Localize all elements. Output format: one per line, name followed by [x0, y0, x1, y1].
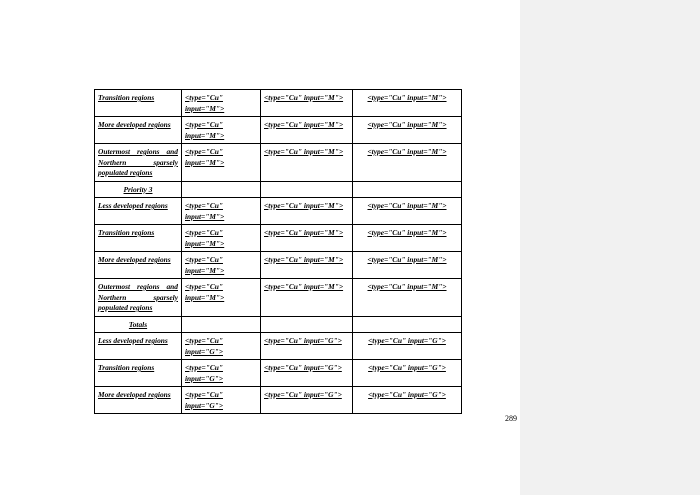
empty-cell [182, 181, 261, 198]
table-row [95, 252, 462, 279]
section-row [95, 181, 462, 198]
value-cell: <type="Cu" input="M"> [182, 252, 261, 279]
value-cell: <type="Cu" input="M"> [182, 225, 261, 252]
value-cell: <type="Cu" input="M"> [261, 279, 353, 317]
region-label: More developed regions [95, 252, 182, 279]
value-cell: <type="Cu" input="M"> [353, 252, 462, 279]
value-cell: <type="Cu" input="M"> [353, 90, 462, 117]
value-cell: <type="Cu" input="M"> [182, 198, 261, 225]
value-cell: <type="Cu" input="G"> [261, 387, 353, 414]
empty-cell [261, 181, 353, 198]
value-cell: <type="Cu" input="G"> [261, 360, 353, 387]
region-label: Transition regions [95, 225, 182, 252]
table-row [95, 198, 462, 225]
region-label: More developed regions [95, 117, 182, 144]
value-cell: <type="Cu" input="M"> [261, 90, 353, 117]
value-cell: <type="Cu" input="M"> [353, 144, 462, 182]
comment-pane [520, 0, 700, 495]
empty-cell [353, 316, 462, 333]
table-row [95, 333, 462, 360]
value-cell: <type="Cu" input="G"> [261, 333, 353, 360]
value-cell: <type="Cu" input="G"> [353, 387, 462, 414]
empty-cell [353, 181, 462, 198]
region-label: Outermost regions and Northern sparsely populated regions [95, 144, 182, 182]
value-cell: <type="Cu" input="M"> [353, 117, 462, 144]
value-cell: <type="Cu" input="G"> [353, 333, 462, 360]
region-label: Transition regions [95, 360, 182, 387]
table-row [95, 90, 462, 117]
region-label: Transition regions [95, 90, 182, 117]
table-row [95, 360, 462, 387]
region-label: Less developed regions [95, 333, 182, 360]
allocation-table [94, 89, 462, 414]
empty-cell [261, 316, 353, 333]
value-cell: <type="Cu" input="G"> [182, 387, 261, 414]
value-cell: <type="Cu" input="M"> [261, 144, 353, 182]
value-cell: <type="Cu" input="M"> [353, 225, 462, 252]
section-heading: Totals [95, 316, 182, 333]
table-row [95, 279, 462, 317]
value-cell: <type="Cu" input="M"> [182, 90, 261, 117]
value-cell: <type="Cu" input="M"> [353, 198, 462, 225]
value-cell: <type="Cu" input="M"> [261, 252, 353, 279]
value-cell: <type="Cu" input="M"> [261, 117, 353, 144]
value-cell: <type="Cu" input="M"> [182, 279, 261, 317]
section-heading: Priority 3 [95, 181, 182, 198]
table-row [95, 117, 462, 144]
region-label: Less developed regions [95, 198, 182, 225]
value-cell: <type="Cu" input="M"> [261, 225, 353, 252]
region-label: Outermost regions and Northern sparsely populated regions [95, 279, 182, 317]
table-row [95, 387, 462, 414]
value-cell: <type="Cu" input="G"> [182, 333, 261, 360]
value-cell: <type="Cu" input="M"> [261, 198, 353, 225]
table-row [95, 144, 462, 182]
empty-cell [182, 316, 261, 333]
page-number: 289 [505, 414, 517, 423]
value-cell: <type="Cu" input="M"> [182, 117, 261, 144]
value-cell: <type="Cu" input="M"> [353, 279, 462, 317]
table-row [95, 225, 462, 252]
section-row [95, 316, 462, 333]
value-cell: <type="Cu" input="G"> [182, 360, 261, 387]
value-cell: <type="Cu" input="G"> [353, 360, 462, 387]
value-cell: <type="Cu" input="M"> [182, 144, 261, 182]
region-label: More developed regions [95, 387, 182, 414]
